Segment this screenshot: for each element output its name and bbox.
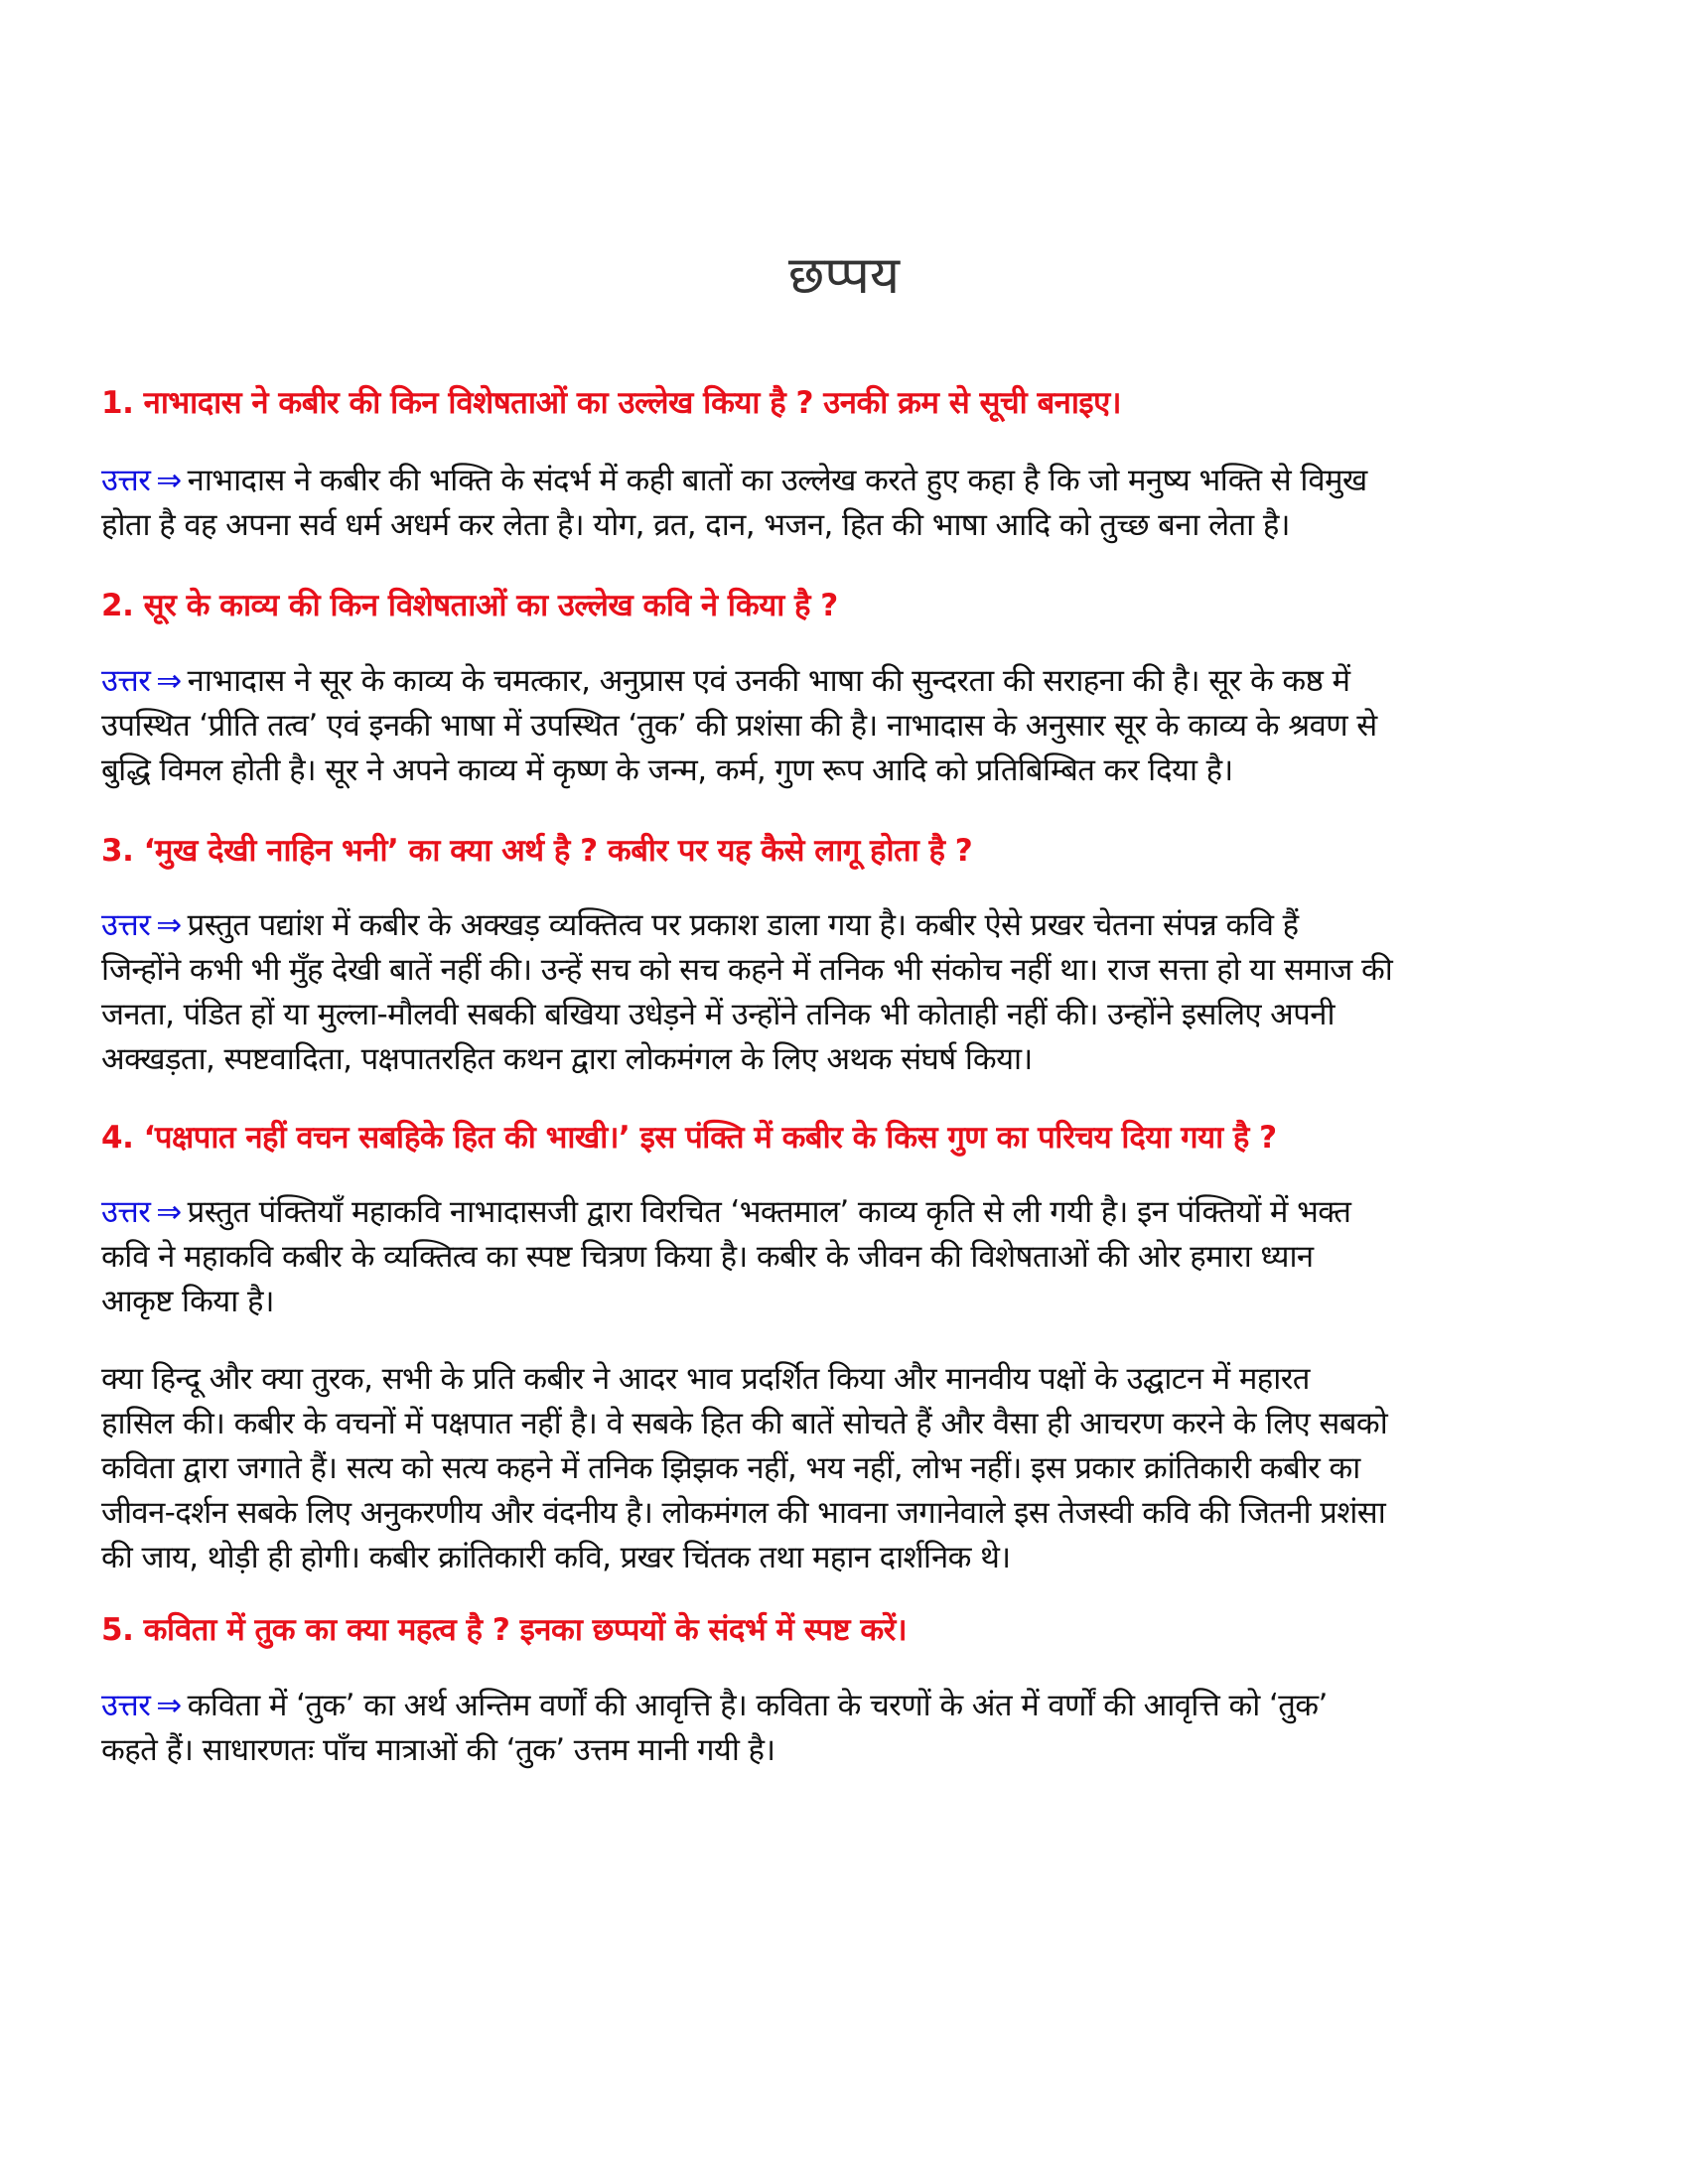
answer-line: कविता द्वारा जगाते हैं। सत्य को सत्य कहने में तनिक झिझक नहीं, भय नहीं, लोभ नहीं। इस प्रकार क्रांतिकारी कबीर का xyxy=(101,1450,1360,1486)
question-3: 3. ‘मुख देखी नाहिन भनी’ का क्या अर्थ है ? कबीर पर यह कैसे लागू होता है ? xyxy=(101,833,973,869)
answer-line xyxy=(101,1728,1650,1773)
question-1: 1. नाभादास ने कबीर की किन विशेषताओं का उल्लेख किया है ? उनकी क्रम से सूची बनाइए। xyxy=(101,385,1121,421)
answer-4-paragraph-2 xyxy=(101,1357,1650,1580)
answer-2 xyxy=(101,659,1650,793)
answer-1 xyxy=(101,459,1650,548)
answer-line: हासिल की। कबीर के वचनों में पक्षपात नहीं है। वे सबके हित की बातें सोचते हैं और वैसा ही आचरण करने के लिए सबको xyxy=(101,1406,1388,1441)
answer-label: उत्तर xyxy=(101,663,151,699)
answer-text: कवि ने महाकवि कबीर के व्यक्तित्व का स्पष्ट चित्रण किया है। कबीर के जीवन की विशेषताओं की ओर हमारा ध्यान xyxy=(101,1239,1314,1275)
answer-label: उत्तर xyxy=(101,1688,151,1723)
arrow-icon: ⇒ xyxy=(156,663,182,699)
answer-line xyxy=(101,749,1650,793)
answer-text: होता है वह अपना सर्व धर्म अधर्म कर लेता है। योग, व्रत, दान, भजन, हित की भाषा आदि को तुच्छ बना लेता है। xyxy=(101,507,1290,543)
arrow-icon: ⇒ xyxy=(156,1194,182,1230)
answer-3 xyxy=(101,903,1650,1082)
answer-line xyxy=(101,1280,1650,1324)
answer-text: कहते हैं। साधारणतः पाँच मात्राओं की ‘तुक’ उत्तम मानी गयी है। xyxy=(101,1732,775,1768)
answer-text: नाभादास ने सूर के काव्य के चमत्कार, अनुप्रास एवं उनकी भाषा की सुन्दरता की सराहना की है। सूर के कष्ठ में xyxy=(187,663,1350,699)
answer-line: की जाय, थोड़ी ही होगी। कबीर क्रांतिकारी कवि, प्रखर चिंतक तथा महान दार्शनिक थे। xyxy=(101,1540,1011,1575)
answer-line xyxy=(101,503,1650,548)
arrow-icon: ⇒ xyxy=(156,907,182,943)
answer-text: नाभादास ने कबीर की भक्ति के संदर्भ में कही बातों का उल्लेख करते हुए कहा है कि जो मनुष्य भक्ति से विमुख xyxy=(187,463,1367,498)
question-2: 2. सूर के काव्य की किन विशेषताओं का उल्लेख कवि ने किया है ? xyxy=(101,588,838,623)
answer-line xyxy=(101,1190,1650,1235)
answer-line xyxy=(101,1235,1650,1280)
answer-text: जनता, पंडित हों या मुल्ला-मौलवी सबकी बखिया उधेड़ने में उन्होंने तनिक भी कोताही नहीं की। उन्होंने इसलिए अपनी xyxy=(101,997,1335,1032)
answer-line xyxy=(101,704,1650,749)
answer-line: जीवन-दर्शन सबके लिए अनुकरणीय और वंदनीय है। लोकमंगल की भावना जगानेवाले इस तेजस्वी कवि की जितनी प्रशंसा xyxy=(101,1495,1386,1531)
answer-5 xyxy=(101,1684,1650,1773)
answer-text: उपस्थित ‘प्रीति तत्व’ एवं इनकी भाषा में उपस्थित ‘तुक’ की प्रशंसा की है। नाभादास के अनुसार सूर के काव्य के श्रवण से xyxy=(101,708,1377,744)
answer-line xyxy=(101,459,1650,503)
answer-line xyxy=(101,1684,1650,1728)
answer-label: उत्तर xyxy=(101,1194,151,1230)
answer-text: प्रस्तुत पंक्तियाँ महाकवि नाभादासजी द्वारा विरचित ‘भक्तमाल’ काव्य कृति से ली गयी है। इन पंक्तियों में भक्त xyxy=(187,1194,1351,1230)
question-4: 4. ‘पक्षपात नहीं वचन सबहिके हित की भाखी।’ इस पंक्ति में कबीर के किस गुण का परिचय दिया गया है ? xyxy=(101,1120,1277,1156)
answer-line xyxy=(101,903,1650,948)
answer-text: अक्खड़ता, स्पष्टवादिता, पक्षपातरहित कथन द्वारा लोकमंगल के लिए अथक संघर्ष किया। xyxy=(101,1041,1033,1077)
answer-4 xyxy=(101,1190,1650,1324)
question-5: 5. कविता में तुक का क्या महत्व है ? इनका छप्पयों के संदर्भ में स्पष्ट करें। xyxy=(101,1612,908,1648)
answer-text: आकृष्ट किया है। xyxy=(101,1284,274,1319)
answer-text: कविता में ‘तुक’ का अर्थ अन्तिम वर्णों की आवृत्ति है। कविता के चरणों के अंत में वर्णों की आवृत्ति को ‘तुक’ xyxy=(187,1688,1328,1723)
arrow-icon: ⇒ xyxy=(156,1688,182,1723)
answer-line xyxy=(101,993,1650,1037)
page-title: छप्पय xyxy=(787,246,901,306)
answer-text: जिन्होंने कभी भी मुँह देखी बातें नहीं की। उन्हें सच को सच कहने में तनिक भी संकोच नहीं था। राज सत्ता हो या समाज की xyxy=(101,952,1393,988)
answer-line xyxy=(101,1037,1650,1082)
answer-line: क्या हिन्दू और क्या तुरक, सभी के प्रति कबीर ने आदर भाव प्रदर्शित किया और मानवीय पक्षों के उद्घाटन में महारत xyxy=(101,1361,1310,1397)
answer-text: बुद्धि विमल होती है। सूर ने अपने काव्य में कृष्ण के जन्म, कर्म, गुण रूप आदि को प्रतिबिम्बित कर दिया है। xyxy=(101,752,1233,788)
answer-line xyxy=(101,948,1650,993)
arrow-icon: ⇒ xyxy=(156,463,182,498)
answer-line xyxy=(101,659,1650,704)
answer-text: प्रस्तुत पद्यांश में कबीर के अक्खड़ व्यक्तित्व पर प्रकाश डाला गया है। कबीर ऐसे प्रखर चेतना संपन्न कवि हैं xyxy=(187,907,1299,943)
answer-label: उत्तर xyxy=(101,463,151,498)
answer-label: उत्तर xyxy=(101,907,151,943)
